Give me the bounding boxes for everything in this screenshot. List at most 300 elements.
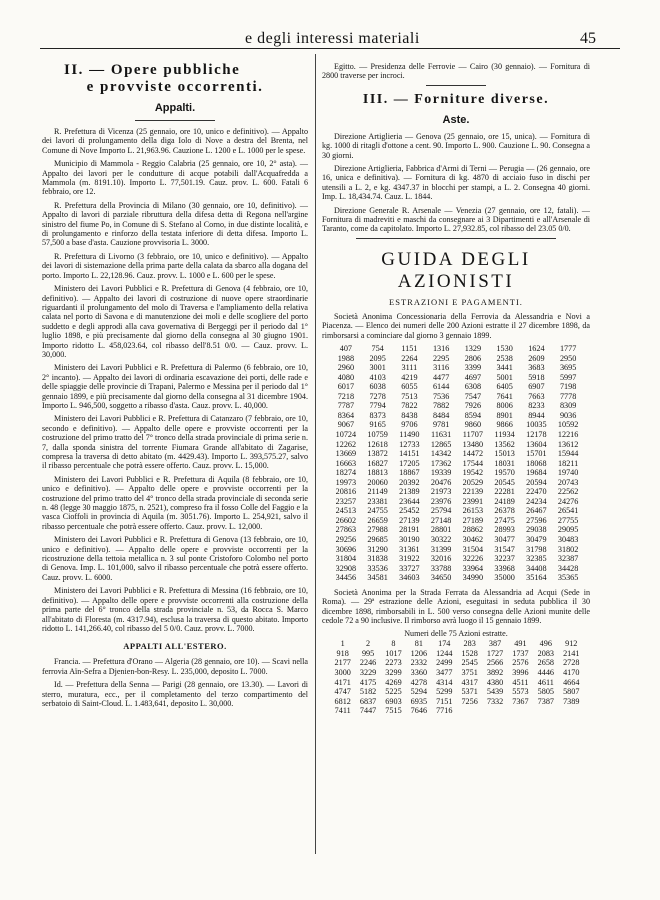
table-cell: 9067 xyxy=(337,420,355,430)
table-cell: 20594 xyxy=(526,477,547,487)
table-cell: 10035 xyxy=(526,420,547,430)
table-cell: 4611 xyxy=(537,677,554,687)
table-row xyxy=(330,392,584,402)
table-row xyxy=(330,440,584,450)
table-cell: 32908 xyxy=(335,563,357,573)
table-cell: 1988 xyxy=(337,353,355,363)
column-separator xyxy=(315,54,316,854)
table-cell: 2499 xyxy=(436,658,453,668)
table-cell: 3441 xyxy=(496,363,513,373)
table-cell: 7536 xyxy=(432,391,450,401)
table-cell: 2728 xyxy=(563,658,580,668)
table-cell: 23257 xyxy=(335,496,357,506)
table-row xyxy=(330,649,584,659)
table-cell: 7367 xyxy=(512,696,529,706)
table-cell: 7151 xyxy=(436,696,453,706)
table-cell: 18867 xyxy=(399,468,420,478)
section-2-title-line1: II. — Opere pubbliche xyxy=(64,62,241,78)
table-cell: 26659 xyxy=(367,515,388,525)
table-cell: 7278 xyxy=(369,391,386,401)
table-cell: 6308 xyxy=(464,382,482,392)
table-cell: 4697 xyxy=(464,372,482,382)
table-cell: 13669 xyxy=(335,449,357,459)
table-cell: 33964 xyxy=(462,563,484,573)
table-cell: 11934 xyxy=(494,430,515,440)
table-cell: 12216 xyxy=(557,430,579,440)
table-cell: 34603 xyxy=(399,573,420,583)
table-row xyxy=(330,554,584,564)
table-cell: 29256 xyxy=(335,535,357,545)
table-row xyxy=(330,478,584,488)
table-cell: 33968 xyxy=(494,563,515,573)
table-cell: 7547 xyxy=(464,391,482,401)
tender-list xyxy=(42,127,308,633)
table-cell: 3892 xyxy=(486,668,504,678)
table-cell: 3695 xyxy=(559,363,577,373)
table-cell: 15701 xyxy=(526,449,547,459)
table-cell: 31804 xyxy=(335,554,357,564)
table-cell: 24189 xyxy=(494,496,515,506)
table-cell: 1017 xyxy=(385,648,402,658)
table-cell: 6055 xyxy=(401,382,418,392)
section-2-title-line2: e provviste occorrenti. xyxy=(86,79,264,95)
table-cell: 10724 xyxy=(335,430,357,440)
table-cell: 32385 xyxy=(526,554,547,564)
table-cell: 22562 xyxy=(557,487,579,497)
table-cell: 21973 xyxy=(430,487,452,497)
table-cell: 407 xyxy=(339,344,353,354)
table-cell: 4175 xyxy=(359,677,377,687)
abroad-entry: Id. — Prefettura della Senna — Parigi (28 gennaio, ore 13.30). — Lavori di sterro, muratura, ecc., per il completamento del terzo compartimento del serbatoio di Saint-Cloud. L. 1.483,641, deposito L. 30,000. xyxy=(42,680,308,708)
table-cell: 5182 xyxy=(359,687,377,697)
table-cell: 23991 xyxy=(462,496,484,506)
table-cell: 8 xyxy=(391,639,396,649)
table-cell: 3399 xyxy=(464,363,482,373)
table-cell: 7663 xyxy=(528,391,545,401)
table-cell: 1316 xyxy=(432,344,450,354)
table-cell: 2950 xyxy=(559,353,577,363)
company-notice: Società Anonima per la Strada Ferrata da Alessandria ad Acqui (Sede in Roma). — 29ª estrazione delle Azioni, eseguitasi in seduta pubblica il 30 dicembre 1898, rimborsabili in L. 500 verso consegna delle Azioni munite delle cedole 72 a 90 inclusive. Il rimborso avrà luogo il 15 gennaio 1899. xyxy=(322,587,590,625)
tender-entry: R. Prefettura di Vicenza (25 gennaio, ore 10, unico e definitivo). — Appalto dei lavori di prolungamento della diga Iolo di Nove a destra del Brenta, nel Comune di Nove Importo L. 21,963.96. Cauzione L. 1200 e L. 1000 per le spese. xyxy=(42,127,308,155)
table-cell: 4314 xyxy=(436,677,453,687)
table-cell: 6907 xyxy=(528,382,545,392)
table-cell: 34456 xyxy=(335,573,357,583)
table-cell: 28993 xyxy=(494,525,515,535)
table-row xyxy=(330,639,584,649)
table-cell: 15013 xyxy=(494,449,515,459)
table-cell: 26541 xyxy=(557,506,579,516)
table-cell: 30462 xyxy=(462,535,484,545)
table-cell: 7926 xyxy=(464,401,482,411)
table-cell: 32016 xyxy=(430,554,452,564)
table-cell: 4747 xyxy=(334,687,351,697)
table-cell: 31802 xyxy=(557,544,579,554)
guide-subtitle: ESTRAZIONI E PAGAMENTI. xyxy=(389,296,523,307)
table-cell: 4219 xyxy=(401,372,418,382)
table-cell: 30479 xyxy=(526,535,547,545)
table-cell: 3299 xyxy=(385,668,402,678)
table-cell: 27139 xyxy=(399,515,420,525)
table-cell xyxy=(559,706,584,716)
table-cell: 19684 xyxy=(526,468,547,478)
table-cell: 29095 xyxy=(557,525,579,535)
table-cell: 8006 xyxy=(496,401,513,411)
table-cell: 754 xyxy=(371,344,384,354)
table-cell xyxy=(533,706,558,716)
tender-entry: Ministero dei Lavori Pubblici e R. Prefettura di Catanzaro (7 febbraio, ore 10, secondo e definitivo). — Appalto delle opere e provviste occorrenti per la costruzione del primo tratto del 7° tronco della strada provinciale di prima serie n. 7, dalla sponda sinistra del torrente Fiumara Grande all'abitato di Zagarise, compresa la traversa di detto abitato (m. 4429.43). Importo L. 393,575.27, salvo il ribasso percentuale che potrà essere offerto. Cauz. provv. L. 15,000. xyxy=(42,414,308,471)
table-row xyxy=(330,697,584,707)
table-cell xyxy=(457,706,482,716)
table-cell: 5294 xyxy=(410,687,428,697)
table-cell: 34650 xyxy=(430,573,452,583)
table-cell: 34408 xyxy=(526,563,547,573)
table-cell: 12178 xyxy=(526,430,547,440)
table-cell: 1737 xyxy=(512,648,529,658)
table-cell: 4170 xyxy=(563,668,580,678)
table-cell: 4171 xyxy=(334,677,351,687)
table-cell: 13872 xyxy=(367,449,388,459)
table-cell: 1528 xyxy=(461,648,478,658)
table-cell: 491 xyxy=(514,639,527,649)
table-cell: 32237 xyxy=(494,554,515,564)
table-cell: 14342 xyxy=(430,449,452,459)
tender-entry: R. Prefettura di Livorno (3 febbraio, ore 10, unico e definitivo). — Appalto dei lavori di sistemazione della prima parte della calata da sbarco alla dogana del porto. Importo L. 22,128.96. Cauz. provv. L. 1000 e L. 600 per le spese. xyxy=(42,251,308,280)
section-2-subtitle: Appalti. xyxy=(154,102,196,114)
tender-entry: Ministero dei Lavori Pubblici e R. Prefettura di Genova (4 febbraio, ore 10, definitivo). — Appalto dei lavori di costruzione di nuove opere straordinarie riguardanti il prolungamento del molo di Traversa e l'ampliamento della relativa calata nel porto di Savona e di manutenzione dei moli e delle scogliere del porto suddetto e degli approdi alla cava governativa di Bergeggi per il periodo dal 1° luglio 1898, e più precisamente dal giorno della consegna al 30 giugno 1901. Importo ridotto L. 458,023.64, col ribasso dell'8.51 0/0. — Cauz. provv. L. 30,000. xyxy=(42,284,308,359)
table-row xyxy=(330,373,584,383)
table-cell: 7794 xyxy=(369,401,386,411)
table-cell: 3360 xyxy=(410,668,428,678)
table-cell: 30190 xyxy=(399,535,420,545)
table-cell: 4477 xyxy=(432,372,450,382)
table-cell: 21149 xyxy=(367,487,388,497)
table-row xyxy=(330,658,584,668)
table-cell: 4317 xyxy=(461,677,478,687)
table-cell: 20529 xyxy=(462,477,484,487)
table-cell: 6144 xyxy=(432,382,450,392)
table-cell: 20060 xyxy=(367,477,388,487)
table-cell: 33727 xyxy=(399,563,420,573)
table-cell: 6812 xyxy=(334,696,351,706)
table-cell: 9036 xyxy=(559,410,577,420)
table-cell: 12618 xyxy=(367,439,388,449)
table-row xyxy=(330,382,584,392)
table-cell: 1329 xyxy=(464,344,482,354)
share-numbers-table xyxy=(330,344,584,583)
table-cell: 19339 xyxy=(430,468,452,478)
table-cell: 33788 xyxy=(430,563,452,573)
table-cell: 22139 xyxy=(462,487,484,497)
table-cell: 3001 xyxy=(369,363,386,373)
table-cell: 2566 xyxy=(486,658,504,668)
table-cell: 27148 xyxy=(430,515,452,525)
table-cell: 81 xyxy=(414,639,423,649)
table-cell: 19542 xyxy=(462,468,484,478)
table-cell: 35365 xyxy=(557,573,579,583)
table-cell: 2177 xyxy=(334,658,351,668)
table-cell: 14151 xyxy=(399,449,420,459)
table-cell: 496 xyxy=(539,639,552,649)
table-row xyxy=(330,535,584,545)
table-row xyxy=(330,401,584,411)
table-row xyxy=(330,459,584,469)
table-cell: 21389 xyxy=(399,487,420,497)
table-cell: 24513 xyxy=(335,506,357,516)
table-cell: 7411 xyxy=(334,706,351,716)
table-cell: 22470 xyxy=(526,487,547,497)
table-cell: 18274 xyxy=(335,468,357,478)
table-row xyxy=(330,363,584,373)
table-cell: 31922 xyxy=(399,554,420,564)
supply-entry: Direzione Artiglieria, Fabbrica d'Armi di Terni — Perugia — (26 gennaio, ore 16, unica e definitiva). — Fornitura di kg. 4870 di acciaio fuso in dischi per utensili a L. 2, e kg. 4347.37 in blocchi per stampi, a L. 2. Consegna 40 giorni. Imp. L. 18,434.74. Cauz. L. 1844. xyxy=(322,164,590,202)
table-cell: 2141 xyxy=(563,648,580,658)
table-cell: 5807 xyxy=(563,687,580,697)
table-cell: 31798 xyxy=(526,544,547,554)
table-label: Numeri delle 75 Azioni estratte. xyxy=(404,629,508,639)
table-cell: 4080 xyxy=(337,372,355,382)
table-cell: 28862 xyxy=(462,525,484,535)
table-cell: 5439 xyxy=(486,687,504,697)
tender-entry: R. Prefettura della Provincia di Milano (30 gennaio, ore 10, definitivo). — Appalto di lavori di parziale ribruttura della difesa detta di Regona nell'argine sinistro del fiume Po, in Comune di S. Stefano al Corno, in due distinte località, e di prolungamento e rinforzo della testata inferiore di detta difesa. Importo L. 57,500 a base d'asta. Cauzione provvisoria L. 3000. xyxy=(42,200,308,248)
table-cell: 8364 xyxy=(337,410,355,420)
table-cell: 3116 xyxy=(433,363,450,373)
left-column xyxy=(42,62,308,712)
table-cell: 7787 xyxy=(337,401,355,411)
table-cell: 18031 xyxy=(494,458,515,468)
table-cell: 23976 xyxy=(430,496,452,506)
supply-entry: Direzione Artiglieria — Genova (25 gennaio, ore 15, unica). — Fornitura di kg. 1000 di ritagli d'ottone a cent. 90. Importo L. 900. Cauzione L. 90. Consegna a 30 giorni. xyxy=(322,131,590,160)
supply-entry: Direzione Generale R. Arsenale — Venezia (27 gennaio, ore 12, fatali). — Fornitura di madreviti e maschi da consegnare ai 3 Dipartimenti e all'Arsenale di Taranto, come da capitolato. Importo L. 27,932.85, col ribasso del 23.05 0/0. xyxy=(322,205,590,234)
table-cell: 13562 xyxy=(494,439,515,449)
table-row xyxy=(330,487,584,497)
table-cell: 17205 xyxy=(399,458,420,468)
table-cell: 2545 xyxy=(461,658,478,668)
table-cell: 1151 xyxy=(401,344,418,354)
table-row xyxy=(330,468,584,478)
table-cell: 8901 xyxy=(496,410,513,420)
table-cell: 5918 xyxy=(528,372,545,382)
table-cell: 34581 xyxy=(367,573,388,583)
table-cell: 19570 xyxy=(494,468,515,478)
table-row xyxy=(330,706,584,716)
table-row xyxy=(330,430,584,440)
table-cell: 20545 xyxy=(494,477,515,487)
table-cell: 6038 xyxy=(369,382,386,392)
table-cell: 7641 xyxy=(496,391,513,401)
table-cell: 16827 xyxy=(367,458,388,468)
table-cell: 7515 xyxy=(385,706,402,716)
table-cell: 1206 xyxy=(410,648,428,658)
table-cell: 6837 xyxy=(359,696,377,706)
divider xyxy=(356,238,556,239)
table-cell: 5371 xyxy=(461,687,478,697)
table-cell: 5299 xyxy=(436,687,453,697)
table-cell: 5997 xyxy=(559,372,577,382)
table-cell: 2332 xyxy=(410,658,428,668)
table-cell: 25452 xyxy=(399,506,420,516)
table-cell: 12733 xyxy=(399,439,420,449)
table-cell: 30483 xyxy=(557,535,579,545)
tender-entry: Ministero dei Lavori Pubblici e R. Prefettura di Palermo (6 febbraio, ore 10, 2° incanto). — Appalto dei lavori di ordinaria escavazione dei porti, delle rade e delle spiaggie delle provincie di Trapani, Palermo e Messina per il periodo dal 1° gennaio 1899, e più precisamente dal giorno della consegna al 31 dicembre 1904. Importo L. 946,500, soggetto a ribasso d'asta. Cauz. provv. L. 40,000. xyxy=(42,363,308,410)
table-cell: 4511 xyxy=(512,677,529,687)
table-cell: 33536 xyxy=(367,563,388,573)
table-cell: 27189 xyxy=(462,515,484,525)
table-cell: 27596 xyxy=(526,515,547,525)
table-cell: 11631 xyxy=(431,430,452,440)
table-row xyxy=(330,545,584,555)
table-cell: 8438 xyxy=(401,410,418,420)
table-cell: 27988 xyxy=(367,525,388,535)
tender-entry: Ministero dei Lavori Pubblici e R. Prefettura di Genova (13 febbraio, ore 10, unico e definitivo). — Appalto delle opere e provviste occorrenti per la ricostruzione della tettoia metallica n. 3 sul ponte Cristoforo Colombo nel porto di Genova. Imp. L. 101,000, salvo il ribasso percentuale che potrà essere offerto. Cauz. provv. L. 6000. xyxy=(42,535,308,582)
table-cell: 32226 xyxy=(462,554,484,564)
table-cell: 30322 xyxy=(430,535,452,545)
table-cell: 20743 xyxy=(557,477,579,487)
company-notice: Società Anonima Concessionaria della Ferrovia da Alessandria e Novi a Piacenza. — Elenco dei numeri delle 200 Azioni estratte il 27 dicembre 1898, da rimborsarsi a cominciare dal giorno 3 gennaio 1899. xyxy=(322,311,590,340)
table-cell: 2095 xyxy=(369,353,386,363)
table-cell: 24234 xyxy=(526,496,547,506)
table-cell: 27863 xyxy=(335,525,357,535)
table-cell: 22281 xyxy=(494,487,515,497)
table-cell: 7716 xyxy=(436,706,453,716)
table-cell: 7256 xyxy=(461,696,478,706)
table-cell: 7332 xyxy=(486,696,504,706)
page-number: 45 xyxy=(580,30,596,47)
table-cell: 4380 xyxy=(486,677,504,687)
table-cell: 9781 xyxy=(432,420,450,430)
table-cell: 3683 xyxy=(528,363,545,373)
table-row xyxy=(330,497,584,507)
table-cell: 3229 xyxy=(359,668,377,678)
table-row xyxy=(330,564,584,574)
table-cell: 20476 xyxy=(430,477,452,487)
table-cell: 1777 xyxy=(559,344,577,354)
table-cell: 15944 xyxy=(557,449,579,459)
guide-title: GUIDA DEGLI AZIONISTI xyxy=(381,248,531,292)
table-row xyxy=(330,525,584,535)
table-cell: 29038 xyxy=(526,525,547,535)
table-cell: 3996 xyxy=(512,668,529,678)
table-cell: 35000 xyxy=(494,573,515,583)
table-cell: 18813 xyxy=(367,468,388,478)
table-cell: 7387 xyxy=(537,696,554,706)
table-cell: 13604 xyxy=(526,439,547,449)
table-cell: 1244 xyxy=(436,648,453,658)
table-cell: 4269 xyxy=(385,677,402,687)
table-cell: 7389 xyxy=(563,696,580,706)
table-cell: 34990 xyxy=(462,573,484,583)
abroad-entry: Egitto. — Presidenza delle Ferrovie — Cairo (30 gennaio). — Fornitura di 2800 traverse per incroci. xyxy=(322,62,590,81)
table-cell: 5001 xyxy=(496,372,513,382)
table-cell: 11490 xyxy=(399,430,420,440)
table-cell: 2273 xyxy=(385,658,402,668)
table-cell: 2083 xyxy=(537,648,554,658)
table-cell: 27475 xyxy=(494,515,515,525)
table-cell: 912 xyxy=(565,639,578,649)
table-cell: 9706 xyxy=(401,420,418,430)
table-cell: 7882 xyxy=(432,401,450,411)
table-cell: 7778 xyxy=(559,391,577,401)
table-cell: 8594 xyxy=(464,410,482,420)
table-cell: 8484 xyxy=(432,410,450,420)
table-cell: 30477 xyxy=(494,535,515,545)
table-cell: 30696 xyxy=(335,544,357,554)
table-cell: 7513 xyxy=(401,391,418,401)
table-cell: 16663 xyxy=(335,458,357,468)
table-cell: 3111 xyxy=(401,363,418,373)
table-cell: 26602 xyxy=(335,515,357,525)
table-cell: 3751 xyxy=(461,668,478,678)
table-cell: 5225 xyxy=(385,687,402,697)
table-cell: 35164 xyxy=(526,573,547,583)
table-cell: 7218 xyxy=(337,391,355,401)
table-cell xyxy=(482,706,507,716)
table-cell: 17362 xyxy=(430,458,452,468)
table-cell xyxy=(508,706,533,716)
table-cell: 7822 xyxy=(401,401,418,411)
table-cell: 2609 xyxy=(528,353,545,363)
divider xyxy=(135,120,215,121)
section-3-subtitle: Aste. xyxy=(442,113,470,126)
table-row xyxy=(330,506,584,516)
table-cell: 174 xyxy=(438,639,451,649)
table-cell: 9860 xyxy=(464,420,482,430)
table-cell: 6017 xyxy=(337,382,355,392)
table-cell: 19740 xyxy=(557,468,579,478)
table-cell: 13612 xyxy=(557,439,579,449)
abroad-entry: Francia. — Prefettura d'Orano — Algeria (28 gennaio, ore 10). — Scavi nella ferrovia Aïn-Sefra a Djenien-bon-Resy. L. 235,000, deposito L. 7000. xyxy=(42,657,308,676)
table-cell: 20392 xyxy=(399,477,420,487)
table-cell: 2576 xyxy=(512,658,529,668)
table-cell: 7447 xyxy=(359,706,377,716)
table-cell: 6405 xyxy=(496,382,513,392)
table-cell: 24276 xyxy=(557,496,579,506)
table-cell: 2264 xyxy=(401,353,418,363)
table-cell: 1624 xyxy=(528,344,545,354)
table-cell: 28801 xyxy=(430,525,452,535)
right-column xyxy=(322,62,590,716)
tender-entry: Ministero dei Lavori Pubblici e R. Prefettura di Aquila (8 febbraio, ore 10, unico e definitivo). — Appalto delle opere e provviste occorrenti per la costruzione del primo tratto del 4° tronco della strada provinciale di seconda serie n. 48 (legge 30 maggio 1875, n. 2521), compreso fra il fosso Colle del Faggio e la vasca Cioffoli in provincia di Aquila (m. 3051.76). Importo L. 254,921, salvo il ribasso percentuale che potrà essere offerto. Cauz. provv. L. 12,000. xyxy=(42,474,308,531)
table-cell: 7198 xyxy=(559,382,577,392)
table-row xyxy=(330,516,584,526)
table-cell: 26378 xyxy=(494,506,515,516)
table-row xyxy=(330,678,584,688)
table-cell: 8373 xyxy=(369,410,386,420)
table-row xyxy=(330,420,584,430)
table-row xyxy=(330,687,584,697)
table-cell: 24755 xyxy=(367,506,388,516)
table-cell: 2295 xyxy=(432,353,450,363)
table-row xyxy=(330,668,584,678)
table-cell: 4278 xyxy=(410,677,428,687)
table-cell: 8309 xyxy=(559,401,577,411)
table-row xyxy=(330,354,584,364)
table-cell: 2960 xyxy=(337,363,355,373)
table-cell: 2806 xyxy=(464,353,482,363)
table-cell: 26467 xyxy=(526,506,547,516)
header-rule xyxy=(40,48,620,49)
table-cell: 32387 xyxy=(557,554,579,564)
abroad-title: APPALTI ALL'ESTERO. xyxy=(123,641,227,652)
table-cell: 14472 xyxy=(462,449,484,459)
table-cell: 11707 xyxy=(462,430,483,440)
table-cell: 6935 xyxy=(410,696,428,706)
table-cell: 9165 xyxy=(369,420,386,430)
table-cell: 27755 xyxy=(557,515,579,525)
table-cell: 5805 xyxy=(537,687,554,697)
table-cell: 20816 xyxy=(335,487,357,497)
table-cell: 918 xyxy=(336,648,349,658)
table-cell: 31547 xyxy=(494,544,515,554)
